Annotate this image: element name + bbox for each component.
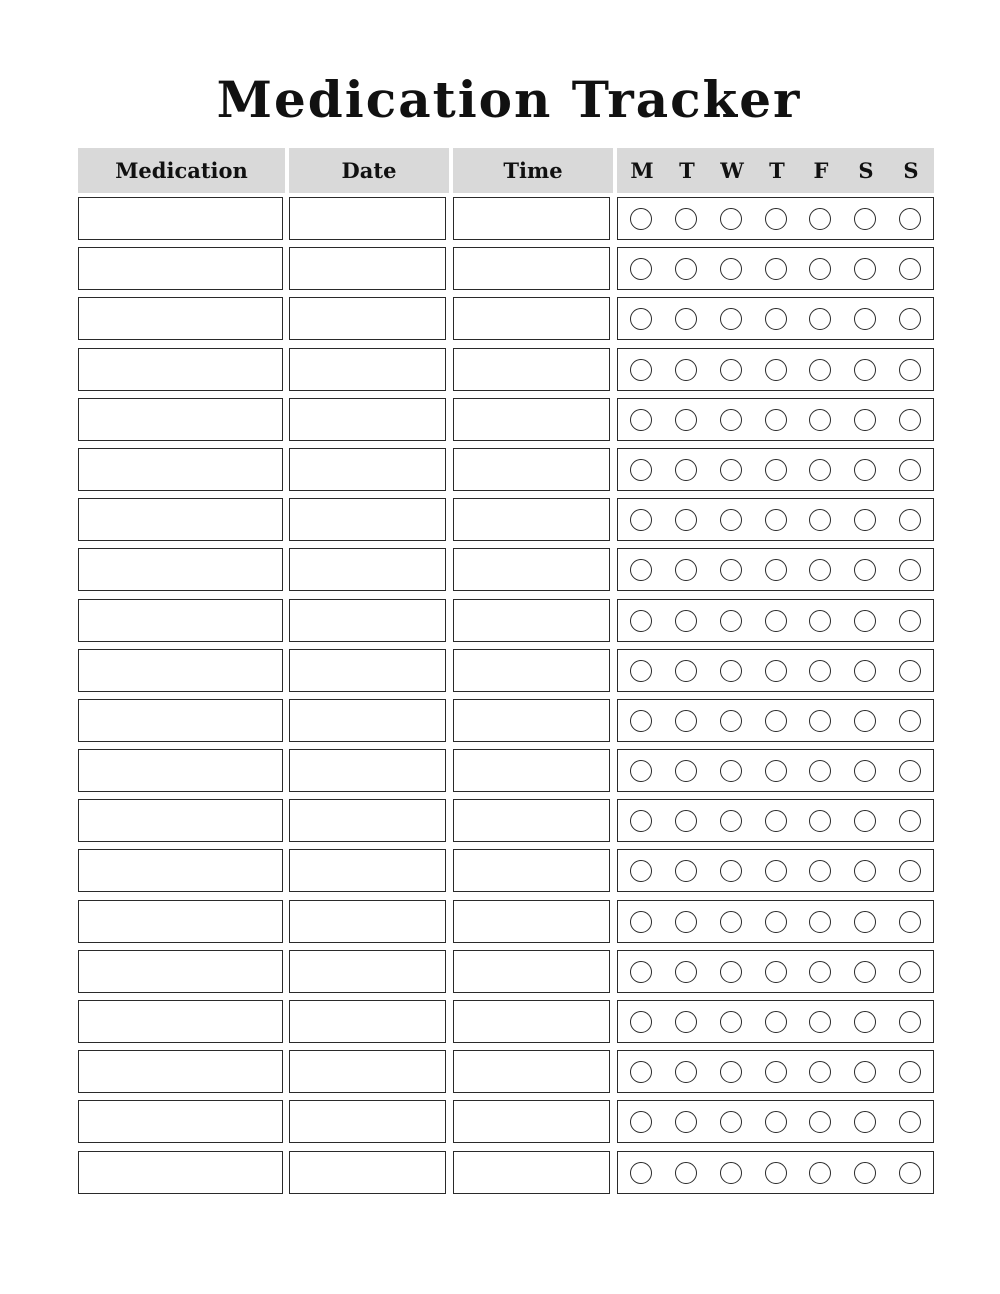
- day-checkbox-tuesday[interactable]: [675, 409, 697, 431]
- day-checkbox-monday[interactable]: [630, 911, 652, 933]
- date-cell[interactable]: [289, 1151, 446, 1194]
- day-checkbox-group: [617, 448, 934, 491]
- table-row: [0, 398, 1000, 448]
- day-header-friday: F: [813, 158, 829, 183]
- day-checkbox-group: [617, 247, 934, 290]
- day-checkbox-wednesday[interactable]: [720, 710, 742, 732]
- day-checkbox-saturday[interactable]: [854, 1162, 876, 1184]
- time-cell[interactable]: [453, 749, 610, 792]
- day-checkbox-wednesday[interactable]: [720, 610, 742, 632]
- time-cell[interactable]: [453, 599, 610, 642]
- day-checkbox-sunday[interactable]: [899, 660, 921, 682]
- day-checkbox-sunday[interactable]: [899, 810, 921, 832]
- time-cell[interactable]: [453, 398, 610, 441]
- time-cell[interactable]: [453, 1050, 610, 1093]
- day-checkbox-wednesday[interactable]: [720, 559, 742, 581]
- day-checkbox-tuesday[interactable]: [675, 258, 697, 280]
- medication-cell[interactable]: [78, 900, 283, 943]
- day-checkbox-tuesday[interactable]: [675, 610, 697, 632]
- date-cell[interactable]: [289, 498, 446, 541]
- day-checkbox-saturday[interactable]: [854, 760, 876, 782]
- day-checkbox-friday[interactable]: [809, 208, 831, 230]
- day-checkbox-group: [617, 548, 934, 591]
- table-row: [0, 498, 1000, 548]
- date-cell[interactable]: [289, 1100, 446, 1143]
- day-checkbox-thursday[interactable]: [765, 1061, 787, 1083]
- day-checkbox-monday[interactable]: [630, 610, 652, 632]
- day-checkbox-sunday[interactable]: [899, 860, 921, 882]
- day-checkbox-friday[interactable]: [809, 710, 831, 732]
- table-row: [0, 599, 1000, 649]
- day-checkbox-friday[interactable]: [809, 660, 831, 682]
- day-checkbox-group: [617, 599, 934, 642]
- day-checkbox-friday[interactable]: [809, 911, 831, 933]
- table-row: [0, 1100, 1000, 1150]
- day-checkbox-wednesday[interactable]: [720, 911, 742, 933]
- time-cell[interactable]: [453, 1000, 610, 1043]
- day-checkbox-sunday[interactable]: [899, 258, 921, 280]
- day-checkbox-sunday[interactable]: [899, 208, 921, 230]
- day-checkbox-group: [617, 849, 934, 892]
- day-checkbox-tuesday[interactable]: [675, 760, 697, 782]
- date-cell[interactable]: [289, 1050, 446, 1093]
- table-row: [0, 950, 1000, 1000]
- medication-cell[interactable]: [78, 448, 283, 491]
- table-row: [0, 849, 1000, 899]
- day-header-sunday: S: [903, 158, 919, 183]
- day-checkbox-friday[interactable]: [809, 860, 831, 882]
- date-cell[interactable]: [289, 950, 446, 993]
- day-checkbox-monday[interactable]: [630, 409, 652, 431]
- day-checkbox-thursday[interactable]: [765, 660, 787, 682]
- day-header-thursday: T: [769, 158, 785, 183]
- day-checkbox-friday[interactable]: [809, 1111, 831, 1133]
- date-cell[interactable]: [289, 1000, 446, 1043]
- day-checkbox-saturday[interactable]: [854, 208, 876, 230]
- medication-cell[interactable]: [78, 649, 283, 692]
- medication-cell[interactable]: [78, 699, 283, 742]
- date-cell[interactable]: [289, 398, 446, 441]
- day-checkbox-group: [617, 1100, 934, 1143]
- medication-cell[interactable]: [78, 1100, 283, 1143]
- date-cell[interactable]: [289, 900, 446, 943]
- day-checkbox-wednesday[interactable]: [720, 1061, 742, 1083]
- date-cell[interactable]: [289, 247, 446, 290]
- day-checkbox-group: [617, 799, 934, 842]
- date-cell[interactable]: [289, 297, 446, 340]
- day-checkbox-saturday[interactable]: [854, 911, 876, 933]
- day-checkbox-thursday[interactable]: [765, 710, 787, 732]
- date-cell[interactable]: [289, 548, 446, 591]
- day-checkbox-group: [617, 297, 934, 340]
- day-checkbox-thursday[interactable]: [765, 610, 787, 632]
- date-cell[interactable]: [289, 348, 446, 391]
- day-checkbox-thursday[interactable]: [765, 810, 787, 832]
- time-cell[interactable]: [453, 900, 610, 943]
- day-checkbox-wednesday[interactable]: [720, 409, 742, 431]
- date-cell[interactable]: [289, 849, 446, 892]
- day-checkbox-group: [617, 398, 934, 441]
- day-checkbox-saturday[interactable]: [854, 710, 876, 732]
- day-checkbox-monday[interactable]: [630, 258, 652, 280]
- time-cell[interactable]: [453, 1151, 610, 1194]
- day-checkbox-monday[interactable]: [630, 308, 652, 330]
- day-checkbox-friday[interactable]: [809, 359, 831, 381]
- day-checkbox-wednesday[interactable]: [720, 760, 742, 782]
- day-checkbox-tuesday[interactable]: [675, 1011, 697, 1033]
- day-checkbox-wednesday[interactable]: [720, 1111, 742, 1133]
- day-checkbox-group: [617, 749, 934, 792]
- table-row: [0, 1050, 1000, 1100]
- day-checkbox-tuesday[interactable]: [675, 459, 697, 481]
- day-checkbox-monday[interactable]: [630, 1162, 652, 1184]
- table-row: [0, 297, 1000, 347]
- day-checkbox-friday[interactable]: [809, 1061, 831, 1083]
- time-cell[interactable]: [453, 649, 610, 692]
- day-checkbox-wednesday[interactable]: [720, 459, 742, 481]
- day-checkbox-saturday[interactable]: [854, 509, 876, 531]
- day-checkbox-friday[interactable]: [809, 1162, 831, 1184]
- day-checkbox-monday[interactable]: [630, 559, 652, 581]
- day-checkbox-thursday[interactable]: [765, 509, 787, 531]
- day-checkbox-thursday[interactable]: [765, 258, 787, 280]
- day-checkbox-wednesday[interactable]: [720, 1011, 742, 1033]
- day-checkbox-tuesday[interactable]: [675, 710, 697, 732]
- date-cell[interactable]: [289, 649, 446, 692]
- day-checkbox-monday[interactable]: [630, 1111, 652, 1133]
- day-checkbox-tuesday[interactable]: [675, 911, 697, 933]
- day-checkbox-saturday[interactable]: [854, 459, 876, 481]
- day-header-tuesday: T: [679, 158, 695, 183]
- page-title: Medication Tracker: [216, 70, 802, 129]
- day-checkbox-group: [617, 950, 934, 993]
- day-header-saturday: S: [858, 158, 874, 183]
- day-checkbox-monday[interactable]: [630, 359, 652, 381]
- day-checkbox-group: [617, 649, 934, 692]
- day-checkbox-tuesday[interactable]: [675, 1162, 697, 1184]
- day-checkbox-sunday[interactable]: [899, 610, 921, 632]
- day-checkbox-friday[interactable]: [809, 459, 831, 481]
- day-checkbox-friday[interactable]: [809, 810, 831, 832]
- day-checkbox-thursday[interactable]: [765, 961, 787, 983]
- medication-cell[interactable]: [78, 398, 283, 441]
- medication-cell[interactable]: [78, 950, 283, 993]
- day-checkbox-group: [617, 348, 934, 391]
- day-checkbox-friday[interactable]: [809, 1011, 831, 1033]
- day-checkbox-saturday[interactable]: [854, 860, 876, 882]
- day-checkbox-wednesday[interactable]: [720, 961, 742, 983]
- day-checkbox-friday[interactable]: [809, 559, 831, 581]
- medication-cell[interactable]: [78, 348, 283, 391]
- day-checkbox-saturday[interactable]: [854, 810, 876, 832]
- time-cell[interactable]: [453, 1100, 610, 1143]
- medication-cell[interactable]: [78, 799, 283, 842]
- time-cell[interactable]: [453, 548, 610, 591]
- table-row: [0, 247, 1000, 297]
- day-checkbox-tuesday[interactable]: [675, 961, 697, 983]
- day-checkbox-monday[interactable]: [630, 810, 652, 832]
- day-checkbox-thursday[interactable]: [765, 308, 787, 330]
- day-checkbox-wednesday[interactable]: [720, 509, 742, 531]
- day-checkbox-sunday[interactable]: [899, 1011, 921, 1033]
- medication-cell[interactable]: [78, 749, 283, 792]
- time-cell[interactable]: [453, 297, 610, 340]
- day-checkbox-sunday[interactable]: [899, 1162, 921, 1184]
- day-checkbox-sunday[interactable]: [899, 409, 921, 431]
- day-checkbox-wednesday[interactable]: [720, 208, 742, 230]
- date-cell[interactable]: [289, 599, 446, 642]
- day-checkbox-tuesday[interactable]: [675, 660, 697, 682]
- day-checkbox-thursday[interactable]: [765, 208, 787, 230]
- day-checkbox-sunday[interactable]: [899, 1061, 921, 1083]
- day-checkbox-monday[interactable]: [630, 961, 652, 983]
- time-cell[interactable]: [453, 448, 610, 491]
- table-row: [0, 649, 1000, 699]
- day-checkbox-sunday[interactable]: [899, 559, 921, 581]
- date-cell[interactable]: [289, 448, 446, 491]
- day-checkbox-tuesday[interactable]: [675, 810, 697, 832]
- day-checkbox-monday[interactable]: [630, 1061, 652, 1083]
- day-checkbox-wednesday[interactable]: [720, 660, 742, 682]
- day-checkbox-group: [617, 900, 934, 943]
- day-checkbox-monday[interactable]: [630, 1011, 652, 1033]
- day-checkbox-wednesday[interactable]: [720, 308, 742, 330]
- time-cell[interactable]: [453, 849, 610, 892]
- day-checkbox-tuesday[interactable]: [675, 860, 697, 882]
- table-row: [0, 197, 1000, 247]
- day-checkbox-saturday[interactable]: [854, 660, 876, 682]
- day-checkbox-friday[interactable]: [809, 308, 831, 330]
- medication-cell[interactable]: [78, 1050, 283, 1093]
- day-checkbox-wednesday[interactable]: [720, 810, 742, 832]
- day-checkbox-friday[interactable]: [809, 760, 831, 782]
- day-checkbox-sunday[interactable]: [899, 459, 921, 481]
- day-checkbox-thursday[interactable]: [765, 1011, 787, 1033]
- day-checkbox-tuesday[interactable]: [675, 308, 697, 330]
- day-checkbox-thursday[interactable]: [765, 359, 787, 381]
- table-row: [0, 1151, 1000, 1201]
- table-row: [0, 448, 1000, 498]
- day-checkbox-friday[interactable]: [809, 610, 831, 632]
- table-row: [0, 348, 1000, 398]
- day-checkbox-thursday[interactable]: [765, 459, 787, 481]
- day-checkbox-saturday[interactable]: [854, 559, 876, 581]
- day-checkbox-monday[interactable]: [630, 208, 652, 230]
- day-checkbox-friday[interactable]: [809, 258, 831, 280]
- time-cell[interactable]: [453, 699, 610, 742]
- day-checkbox-thursday[interactable]: [765, 559, 787, 581]
- tracker-rows: [0, 197, 1000, 1201]
- medication-cell[interactable]: [78, 849, 283, 892]
- day-checkbox-friday[interactable]: [809, 409, 831, 431]
- medication-cell[interactable]: [78, 247, 283, 290]
- day-checkbox-sunday[interactable]: [899, 1111, 921, 1133]
- medication-cell[interactable]: [78, 599, 283, 642]
- time-cell[interactable]: [453, 247, 610, 290]
- table-row: [0, 799, 1000, 849]
- day-checkbox-group: [617, 699, 934, 742]
- day-checkbox-saturday[interactable]: [854, 308, 876, 330]
- table-row: [0, 548, 1000, 598]
- day-checkbox-tuesday[interactable]: [675, 208, 697, 230]
- day-checkbox-sunday[interactable]: [899, 359, 921, 381]
- day-checkbox-group: [617, 1050, 934, 1093]
- day-checkbox-sunday[interactable]: [899, 961, 921, 983]
- table-row: [0, 1000, 1000, 1050]
- table-row: [0, 699, 1000, 749]
- day-checkbox-group: [617, 498, 934, 541]
- day-checkbox-tuesday[interactable]: [675, 1111, 697, 1133]
- day-checkbox-sunday[interactable]: [899, 308, 921, 330]
- day-checkbox-monday[interactable]: [630, 660, 652, 682]
- column-header-time: Time: [453, 148, 613, 193]
- day-checkbox-wednesday[interactable]: [720, 860, 742, 882]
- day-checkbox-wednesday[interactable]: [720, 258, 742, 280]
- medication-cell[interactable]: [78, 197, 283, 240]
- day-checkbox-thursday[interactable]: [765, 1162, 787, 1184]
- day-checkbox-thursday[interactable]: [765, 1111, 787, 1133]
- day-checkbox-sunday[interactable]: [899, 509, 921, 531]
- medication-cell[interactable]: [78, 1000, 283, 1043]
- medication-cell[interactable]: [78, 1151, 283, 1194]
- day-checkbox-friday[interactable]: [809, 961, 831, 983]
- day-checkbox-saturday[interactable]: [854, 258, 876, 280]
- time-cell[interactable]: [453, 197, 610, 240]
- day-checkbox-group: [617, 197, 934, 240]
- medication-cell[interactable]: [78, 297, 283, 340]
- day-checkbox-tuesday[interactable]: [675, 559, 697, 581]
- day-checkbox-thursday[interactable]: [765, 409, 787, 431]
- day-checkbox-monday[interactable]: [630, 860, 652, 882]
- day-checkbox-saturday[interactable]: [854, 1061, 876, 1083]
- day-checkbox-tuesday[interactable]: [675, 509, 697, 531]
- column-header-date: Date: [289, 148, 449, 193]
- day-checkbox-saturday[interactable]: [854, 1011, 876, 1033]
- day-header-wednesday: W: [720, 158, 744, 183]
- medication-cell[interactable]: [78, 548, 283, 591]
- time-cell[interactable]: [453, 348, 610, 391]
- day-checkbox-sunday[interactable]: [899, 710, 921, 732]
- day-header-monday: M: [630, 158, 654, 183]
- day-checkbox-sunday[interactable]: [899, 760, 921, 782]
- date-cell[interactable]: [289, 197, 446, 240]
- day-checkbox-friday[interactable]: [809, 509, 831, 531]
- column-header-days: [617, 148, 934, 193]
- day-checkbox-monday[interactable]: [630, 760, 652, 782]
- day-checkbox-saturday[interactable]: [854, 359, 876, 381]
- day-checkbox-thursday[interactable]: [765, 911, 787, 933]
- day-checkbox-saturday[interactable]: [854, 961, 876, 983]
- medication-cell[interactable]: [78, 498, 283, 541]
- day-checkbox-tuesday[interactable]: [675, 359, 697, 381]
- day-checkbox-saturday[interactable]: [854, 1111, 876, 1133]
- day-checkbox-wednesday[interactable]: [720, 1162, 742, 1184]
- day-checkbox-thursday[interactable]: [765, 860, 787, 882]
- time-cell[interactable]: [453, 950, 610, 993]
- day-checkbox-monday[interactable]: [630, 509, 652, 531]
- table-row: [0, 900, 1000, 950]
- day-checkbox-thursday[interactable]: [765, 760, 787, 782]
- day-checkbox-saturday[interactable]: [854, 409, 876, 431]
- date-cell[interactable]: [289, 749, 446, 792]
- day-checkbox-monday[interactable]: [630, 710, 652, 732]
- date-cell[interactable]: [289, 799, 446, 842]
- day-checkbox-monday[interactable]: [630, 459, 652, 481]
- table-row: [0, 749, 1000, 799]
- date-cell[interactable]: [289, 699, 446, 742]
- day-checkbox-group: [617, 1000, 934, 1043]
- column-header-medication: Medication: [78, 148, 285, 193]
- day-checkbox-tuesday[interactable]: [675, 1061, 697, 1083]
- day-checkbox-wednesday[interactable]: [720, 359, 742, 381]
- day-checkbox-group: [617, 1151, 934, 1194]
- day-checkbox-saturday[interactable]: [854, 610, 876, 632]
- day-checkbox-sunday[interactable]: [899, 911, 921, 933]
- time-cell[interactable]: [453, 498, 610, 541]
- time-cell[interactable]: [453, 799, 610, 842]
